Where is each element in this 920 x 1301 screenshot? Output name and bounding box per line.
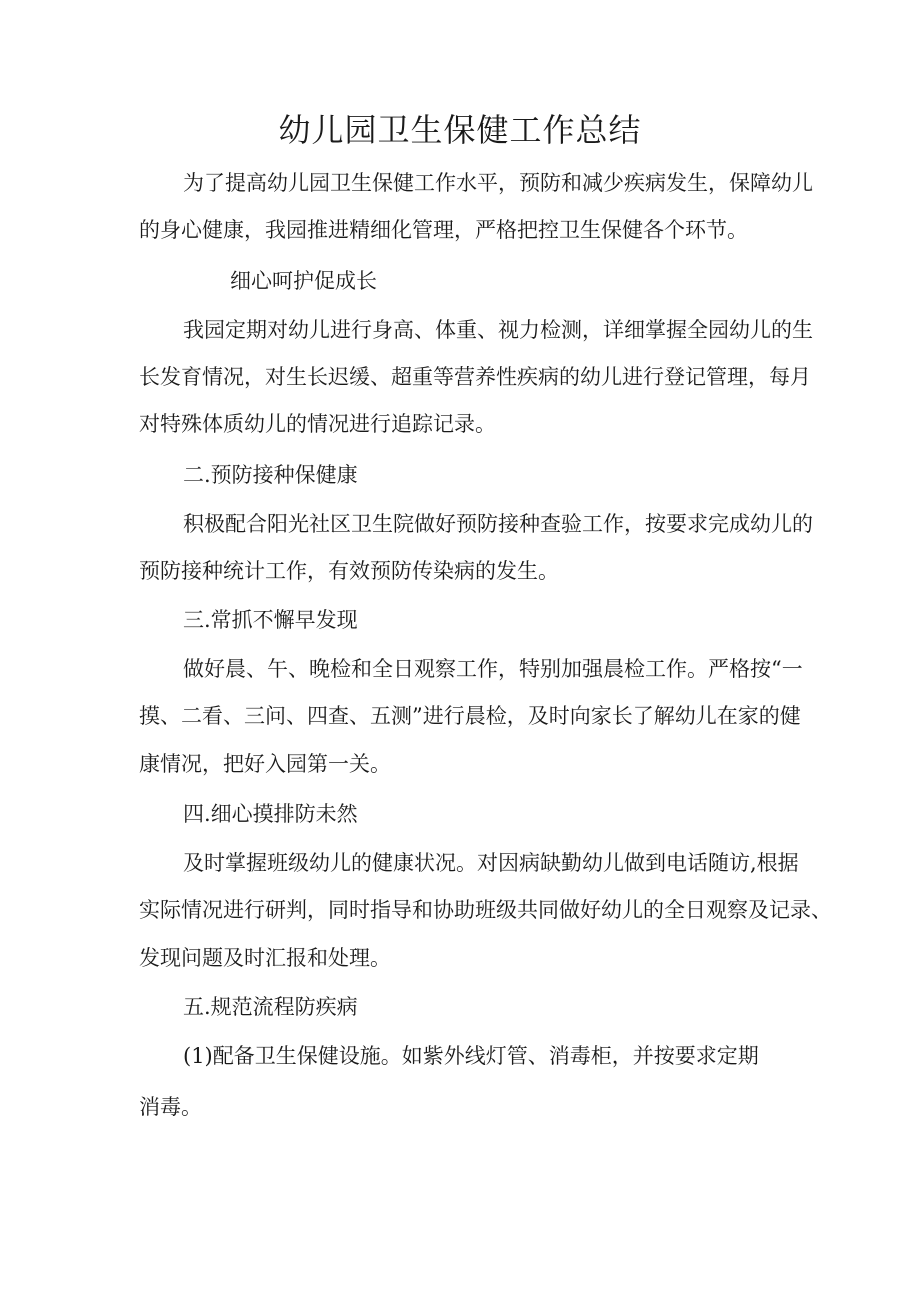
section-heading: 三.常抓不懈早发现	[183, 608, 358, 632]
paragraph-line: 消毒。	[139, 1095, 202, 1119]
section-heading: 二.预防接种保健康	[183, 463, 358, 487]
paragraph-line: 实际情况进行研判，同时指导和协助班级共同做好幼儿的全日观察及记录、	[139, 898, 832, 922]
paragraph-line: 长发育情况，对生长迟缓、超重等营养性疾病的幼儿进行登记管理，每月	[139, 365, 811, 389]
paragraph-line: 对特殊体质幼儿的情况进行追踪记录。	[139, 412, 496, 436]
paragraph-line: 的身心健康，我园推进精细化管理，严格把控卫生保健各个环节。	[139, 218, 748, 242]
paragraph-line: 为了提高幼儿园卫生保健工作水平，预防和减少疾病发生，保障幼儿	[183, 171, 813, 195]
paragraph-line: 及时掌握班级幼儿的健康状况。对因病缺勤幼儿做到电话随访,根据	[183, 851, 799, 875]
paragraph-line: 发现问题及时汇报和处理。	[139, 946, 391, 970]
paragraph-line: 摸、二看、三问、四查、五测”进行晨检，及时向家长了解幼儿在家的健	[139, 704, 801, 728]
paragraph-line: (1)配备卫生保健设施。如紫外线灯管、消毒柜，并按要求定期	[183, 1044, 759, 1068]
document-title: 幼儿园卫生保健工作总结	[278, 111, 642, 149]
section-heading: 五.规范流程防疾病	[183, 995, 358, 1019]
paragraph-line: 预防接种统计工作，有效预防传染病的发生。	[139, 559, 559, 583]
paragraph-line: 积极配合阳光社区卫生院做好预防接种查验工作，按要求完成幼儿的	[183, 512, 813, 536]
paragraph-line: 康情况，把好入园第一关。	[139, 752, 391, 776]
paragraph-line: 我园定期对幼儿进行身高、体重、视力检测，详细掌握全园幼儿的生	[183, 318, 813, 342]
paragraph-line: 做好晨、午、晚检和全日观察工作，特别加强晨检工作。严格按“一	[183, 657, 803, 681]
section-heading: 细心呵护促成长	[230, 269, 377, 293]
section-heading: 四.细心摸排防未然	[183, 802, 358, 826]
